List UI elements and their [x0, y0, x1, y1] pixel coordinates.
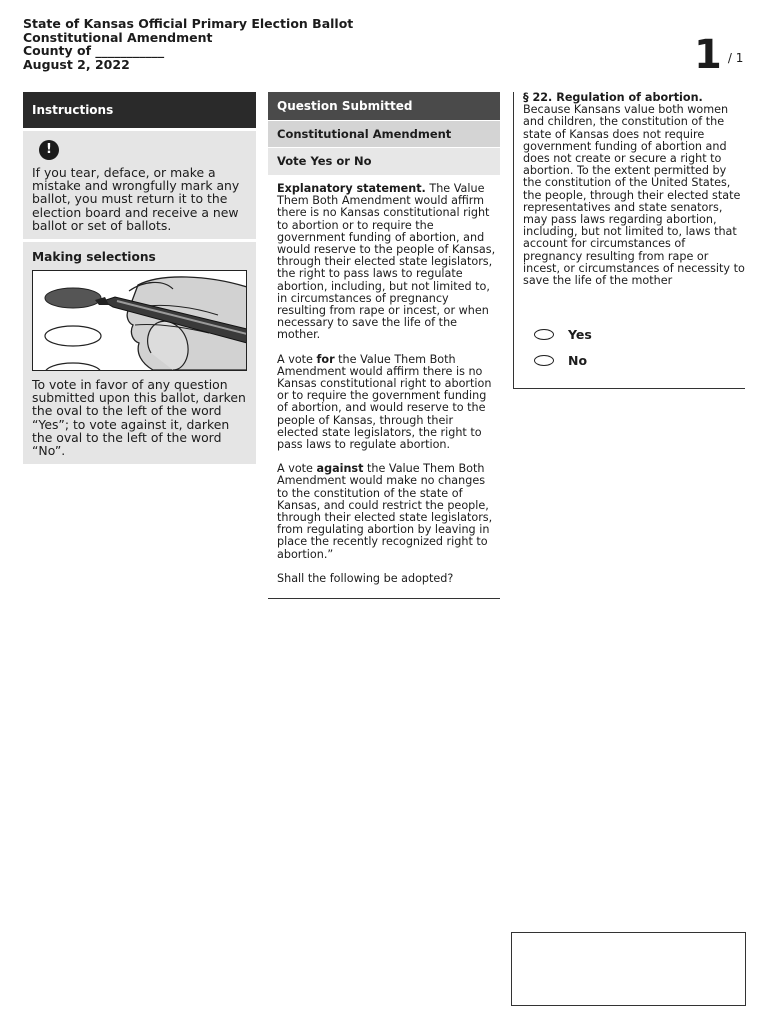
vote-for-explanation: [277, 354, 496, 452]
alert-text: If you tear, deface, or make a mistake and wrongfully mark any ballot, you must return it to the election board and receive a new ballot or set of ballots.: [32, 165, 240, 233]
choice-no[interactable]: [534, 352, 587, 368]
explanatory-label: Explanatory statement.: [277, 182, 426, 195]
amendment-column: [513, 92, 745, 389]
page-number: 1: [694, 32, 722, 78]
question-submitted-heading: Question Submitted: [268, 92, 500, 120]
amendment-text: Because Kansans value both women and children, the constitution of the state of Kansas does not require government funding of abortion and does not create or secure a right to abortion. To the extent permitted by the constitution of the United States, the people, through their elected state representatives and state senators, may pass laws regarding abortion, including, but not limited to, laws that account for circumstances of pregnancy resulting from rape or incest, or circumstances of necessity to save the life of the mother: [523, 103, 745, 288]
vote-against-text: the Value Them Both Amendment would make no changes to the constitution of the state of Kansas, and could restrict the people, through their elected state legislators, from regulating abortion by leaving in place the recently recognized right to abortion.”: [277, 462, 493, 561]
instructions-heading: Instructions: [23, 92, 256, 128]
choice-yes[interactable]: [534, 326, 592, 342]
section-title: § 22. Regulation of abortion.: [523, 91, 703, 104]
page-indicator: [694, 32, 743, 78]
vote-against-word: against: [316, 462, 364, 476]
explanatory-text: The Value Them Both Amendment would affirm there is no Kansas constitutional right to abortion or to require the government funding of abortion, and would reserve to the people of Kansas, through their elected state legislators, the right to pass laws to regulate abortion, including, but not limited to, in circumstances of pregnancy resulting from rape or incest, or when necessary to save the life of the mother.: [277, 182, 496, 342]
vote-for-prefix: A vote: [277, 352, 317, 366]
yes-oval[interactable]: [534, 329, 554, 340]
ballot-subtitle: Constitutional Amendment: [23, 29, 213, 45]
empty-box: [511, 932, 746, 1006]
vote-for-word: for: [316, 352, 335, 366]
ballot-title: State of Kansas Official Primary Election Ballot: [23, 16, 354, 31]
question-column: [268, 92, 500, 599]
amendment-body: [514, 92, 745, 287]
county-line: County of ___________: [23, 43, 165, 58]
instructions-column: [23, 92, 256, 464]
making-selections-title: Making selections: [32, 250, 156, 265]
no-label[interactable]: No: [568, 352, 588, 368]
question-body: [268, 175, 500, 598]
vote-against-prefix: A vote: [277, 462, 317, 476]
adopt-question: Shall the following be adopted?: [277, 571, 454, 585]
question-type-label: Constitutional Amendment: [268, 120, 500, 147]
ballot-header: [23, 17, 353, 71]
page-total: / 1: [727, 51, 744, 65]
yes-label[interactable]: Yes: [568, 326, 592, 342]
exclamation-icon: !: [39, 140, 59, 160]
explanatory-statement: [277, 183, 496, 342]
no-oval[interactable]: [534, 355, 554, 366]
election-date: August 2, 2022: [23, 56, 130, 72]
making-selections-panel: [23, 242, 256, 464]
alert-panel: [23, 131, 256, 239]
marking-illustration: [32, 270, 247, 371]
vote-type-label: Vote Yes or No: [268, 148, 500, 175]
how-to-vote-text: To vote in favor of any question submitted upon this ballot, darken the oval to the left of the word “Yes”; to vote against it, darken the oval to the left of the word “No”.: [32, 377, 246, 459]
vote-for-text: the Value Them Both Amendment would affirm there is no Kansas constitutional right to abortion or to require the government funding of abortion, and would reserve to the people of Kansas, through their elected state legislators, the right to pass laws to regulate abortion.: [277, 352, 492, 452]
vote-against-explanation: [277, 463, 496, 561]
hand-pen-marking-icon: [33, 271, 247, 370]
